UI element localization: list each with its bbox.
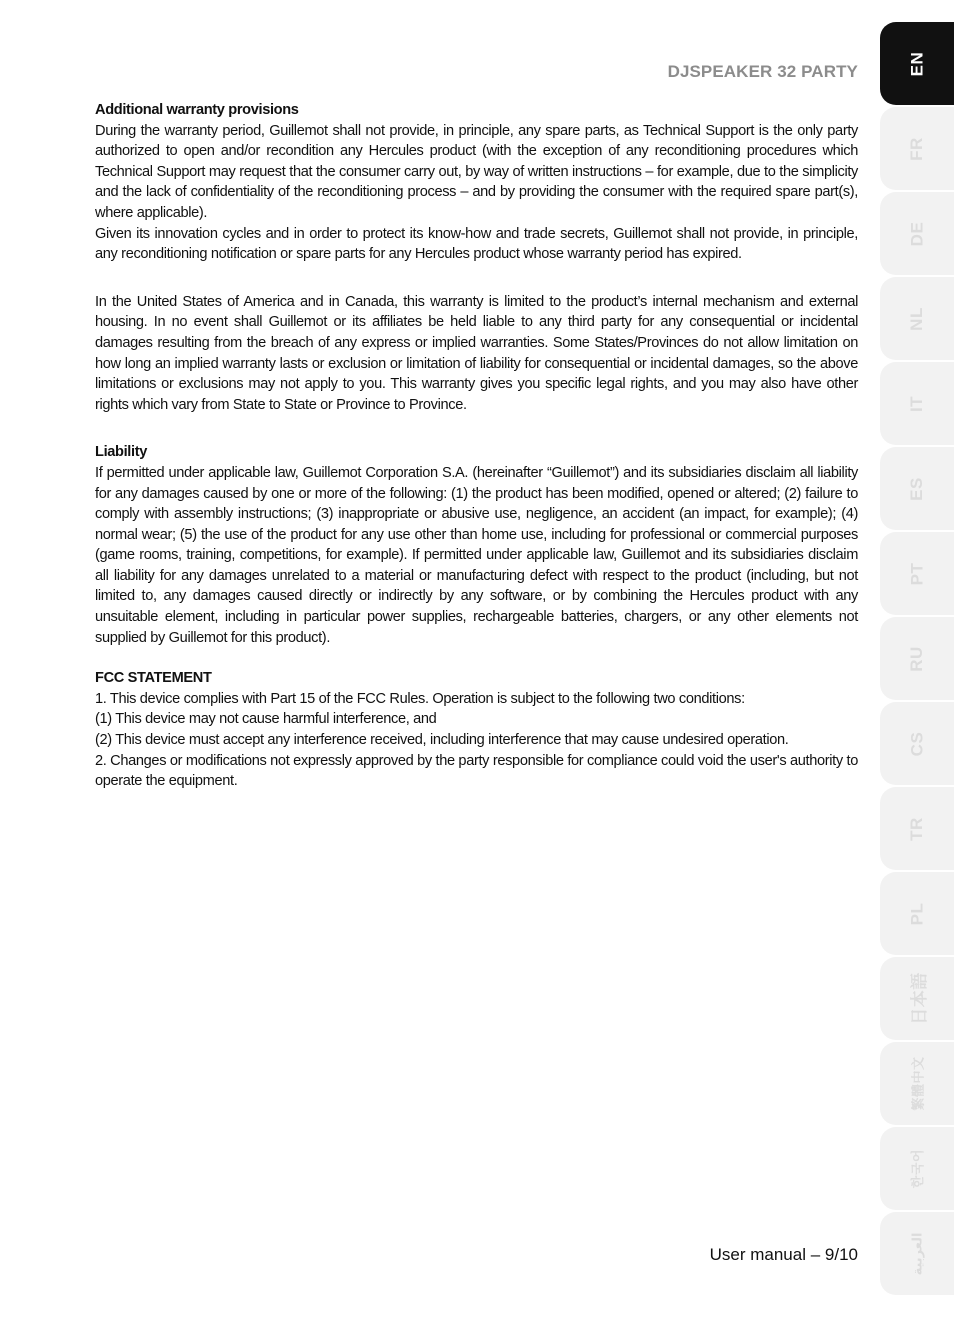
tab-label: PL — [906, 902, 926, 925]
tab-label: 日本語 — [909, 972, 929, 1025]
warranty-paragraph-1: During the warranty period, Guillemot shall not provide, in principle, any spare parts, as Technical Support is the only party authorized to open and/or recondition any Hercules product (with the exception of any reconditioning procedures which Technical Support may request that the consumer carry out, by way of written instructions – for example, due to the simplicity and the lack of confidentiality of the reconditioning process – and by providing the consumer with the required spare part(s), where applicable). — [95, 122, 858, 221]
tab-label: DE — [907, 221, 926, 246]
tab-label: 繁體中文 — [910, 1056, 926, 1111]
fcc-line-4: 2. Changes or modifications not expressly approved by the party responsible for compliance could void the user's authority to operate the equipment. — [95, 752, 858, 790]
fcc-line-3: (2) This device must accept any interference received, including interference that may cause undesired operation. — [95, 732, 789, 749]
tab-label: CS — [907, 731, 926, 756]
tab-label: FR — [906, 136, 926, 161]
liability-heading: Liability — [95, 444, 147, 461]
tab-ja[interactable] — [880, 957, 954, 1040]
tab-label: EN — [907, 51, 926, 76]
warranty-paragraph-3: In the United States of America and in Canada, this warranty is limited to the product’s internal mechanism and external housing. In no event shall Guillemot or its affiliates be held liable to any third party for any consequential or incidental damages resulting from the breach of any express or implied warranties. Some States/Provinces do not allow limitation on how long an implied warranty lasts or exclusion or limitation of liability for consequential or incidental damages, so the above limitations or exclusions may not apply to you. This warranty gives you specific legal rights, and you may also have other rights which vary from State to State or Province to Province. — [95, 293, 858, 413]
tab-cs[interactable] — [880, 702, 954, 785]
tab-label: RU — [907, 645, 926, 672]
tab-label: IT — [906, 395, 926, 412]
page-content — [95, 100, 858, 792]
tab-pt[interactable] — [880, 532, 954, 615]
fcc-line-1: 1. This device complies with Part 15 of the FCC Rules. Operation is subject to the following two conditions: — [95, 690, 745, 707]
tab-es[interactable] — [880, 447, 954, 530]
tab-ko[interactable] — [880, 1127, 954, 1210]
tab-label: العربية — [909, 1232, 924, 1275]
tab-pl[interactable] — [880, 872, 954, 955]
warranty-paragraph-2: Given its innovation cycles and in order to protect its know-how and trade secrets, Guillemot shall not provide, in principle, any reconditioning notification or spare parts for any Hercules product whose warranty period has expired. — [95, 225, 858, 263]
tab-label: 한국어 — [910, 1148, 926, 1189]
fcc-heading: FCC STATEMENT — [95, 670, 212, 687]
document-title: DJSPEAKER 32 PARTY — [667, 62, 858, 81]
tab-label: TR — [906, 816, 926, 841]
warranty-heading: Additional warranty provisions — [95, 102, 299, 118]
tab-de[interactable] — [880, 192, 954, 275]
tab-tr[interactable] — [880, 787, 954, 870]
page-number: User manual – 9/10 — [709, 1245, 858, 1264]
fcc-line-2: (1) This device may not cause harmful interference, and — [95, 711, 437, 728]
tab-label: ES — [907, 476, 926, 501]
tab-ar[interactable] — [880, 1212, 954, 1295]
liability-paragraph: If permitted under applicable law, Guillemot Corporation S.A. (hereinafter “Guillemot”) and its subsidiaries disclaim all liability for any damages caused by one or more of the following: (1) the product has been modified, opened or altered; (2) failure to comply with assembly instructions; (3) inappropriate or abusive use, negligence, an accident (an impact, for example); (4) normal wear; (5) the use of the product for any use other than home use, including for professional or commercial purposes (game rooms, training, competitions, for example). If permitted under applicable law, Guillemot and its subsidiaries disclaim all liability for any damages unrelated to a material or manufacturing defect with respect to the product (including, but not limited to, any damages caused directly or indirectly by any software, or by combining the Hercules product with any unsuitable element, including in particular power supplies, rechargeable batteries, chargers, or any other elements not supplied by Guillemot for this product). — [95, 464, 858, 646]
tab-fr[interactable] — [880, 107, 954, 190]
tab-it[interactable] — [880, 362, 954, 445]
tab-en[interactable] — [880, 22, 954, 105]
tab-nl[interactable] — [880, 277, 954, 360]
tab-zh[interactable] — [880, 1042, 954, 1125]
tab-ru[interactable] — [880, 617, 954, 700]
tab-label: PT — [906, 562, 926, 585]
tab-label: NL — [906, 306, 926, 331]
